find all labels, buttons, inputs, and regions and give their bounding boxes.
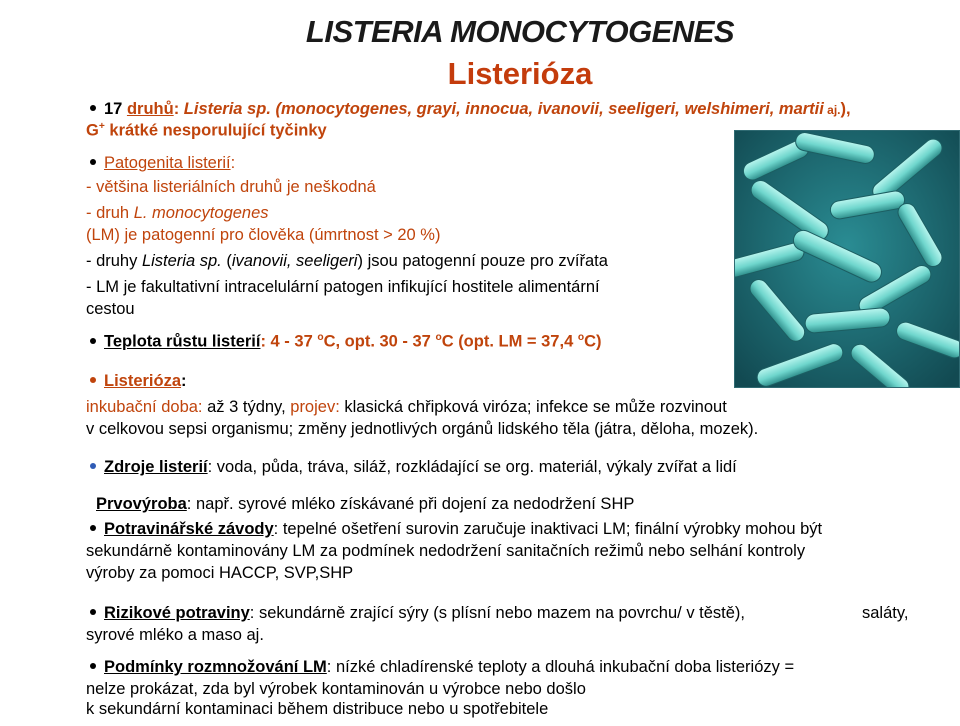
bullet-druhy-line2: G+ krátké nesporulující tyčinky	[86, 121, 327, 140]
bullet-potravinarske: Potravinářské závody: tepelné ošetření surovin zaručuje inaktivaci LM; finální výrobky mohou být	[86, 520, 822, 539]
rizikove-tail: saláty,	[862, 604, 909, 622]
page-subtitle: Listerióza	[447, 56, 593, 91]
patogenita-line4: - druhy Listeria sp. (ivanovii, seeligeri) jsou patogenní pouze pro zvířata	[86, 252, 608, 270]
bullet-rizikove: Rizikové potraviny: sekundárně zrající sýry (s plísní nebo mazem na povrchu/ v těstě),	[86, 604, 745, 623]
bullet-icon	[90, 463, 96, 469]
bullet-podminky: Podmínky rozmnožování LM: nízké chladírenské teploty a dlouhá inkubační doba listeriózy =	[86, 658, 794, 677]
bullet-prvovyroba: Prvovýroba: např. syrové mléko získávané při dojení za nedodržení SHP	[96, 495, 635, 513]
bullet-icon	[90, 377, 96, 383]
bullet-druhy: 17 druhů: Listeria sp. (monocytogenes, grayi, innocua, ivanovii, seeligeri, welshimeri, martii aj.),	[86, 100, 851, 119]
bullet-zdroje: Zdroje listerií: voda, půda, tráva, siláž, rozkládající se org. materiál, výkaly zvířat a lidí	[86, 458, 737, 477]
rizikove-line2: syrové mléko a maso aj.	[86, 626, 264, 644]
potravinarske-line3: výroby za pomoci HACCP, SVP,SHP	[86, 564, 354, 582]
patogenita-line1: - většina listeriálních druhů je neškodná	[86, 178, 376, 196]
patogenita-line2: - druh L. monocytogenes	[86, 204, 269, 222]
bullet-icon	[90, 525, 96, 531]
bullet-icon	[90, 609, 96, 615]
listeria-micrograph-icon	[735, 131, 959, 387]
patogenita-line3: (LM) je patogenní pro člověka (úmrtnost > 20 %)	[86, 226, 441, 244]
bullet-teplota: Teplota růstu listerií: 4 - 37 $^o$C, opt. 30 - 37 $^o$C (opt. LM = 37,4 $^o$C)	[86, 332, 602, 352]
page-title: LISTERIA MONOCYTOGENES	[305, 14, 735, 49]
listerioza-line1: inkubační doba: až 3 týdny, projev: klasická chřipková viróza; infekce se může rozvinout	[86, 398, 727, 416]
bullet-icon	[90, 159, 96, 165]
podminky-line2: nelze prokázat, zda byl výrobek kontaminován u výrobce nebo došlo	[86, 680, 586, 698]
bullet-patogenita: Patogenita listerií:	[86, 154, 235, 173]
bullet-icon	[90, 338, 96, 344]
podminky-line3: k sekundární kontaminaci během distribuce nebo u spotřebitele	[86, 700, 549, 718]
patogenita-line6: cestou	[86, 300, 135, 318]
potravinarske-line2: sekundárně kontaminovány LM za podmínek nedodržení sanitačních režimů nebo selhání kontroly	[86, 542, 806, 560]
bullet-icon	[90, 663, 96, 669]
bullet-icon	[90, 105, 96, 111]
bullet-listerioza: Listerióza:	[86, 372, 187, 391]
listeria-micrograph-image	[734, 130, 960, 388]
listerioza-line2: v celkovou sepsi organismu; změny jednotlivých orgánů lidského těla (játra, děloha, mozek).	[86, 420, 759, 438]
patogenita-line5: - LM je fakultativní intracelulární patogen infikující hostitele alimentární	[86, 278, 600, 296]
